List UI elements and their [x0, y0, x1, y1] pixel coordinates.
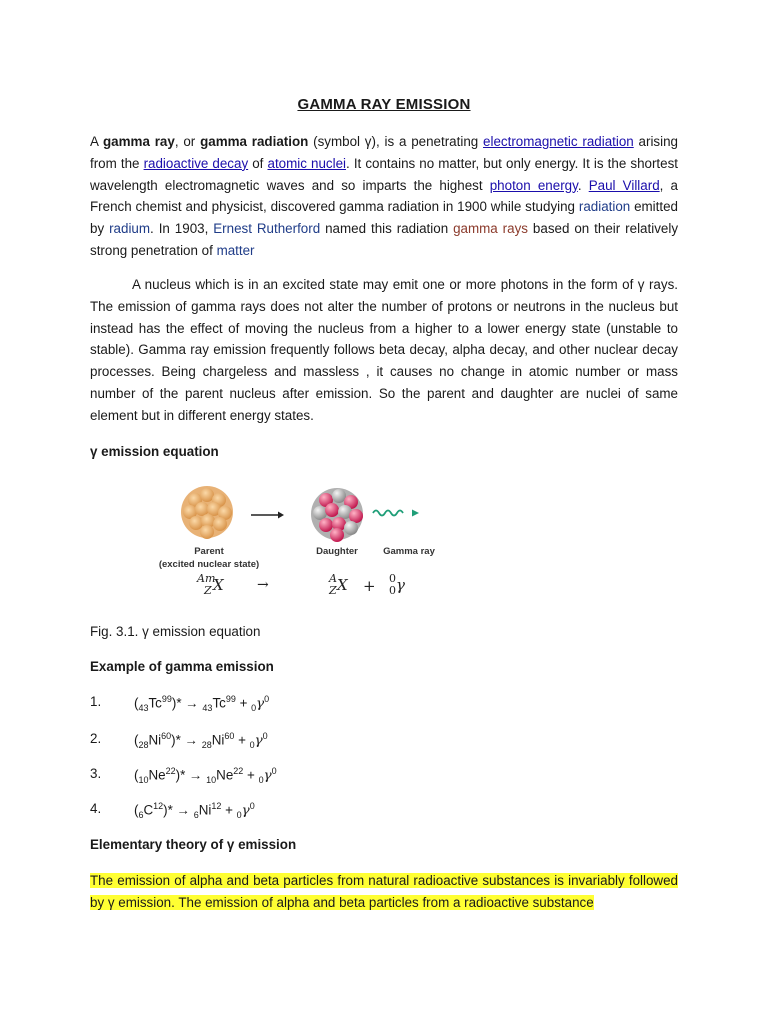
- link-atomic-nuclei[interactable]: atomic nuclei: [267, 155, 347, 171]
- intro-text: named this radiation: [320, 221, 454, 237]
- atomic-number: 6: [193, 810, 199, 821]
- equation-expression: [134, 801, 255, 820]
- arrow: →: [189, 767, 203, 783]
- element-symbol: Ne: [216, 767, 234, 783]
- atomic-number: 28: [138, 740, 149, 751]
- intro-text: . It contains no matter, but only energy. It is the shortest wavelength electromagnetic waves and so imparts the highest: [90, 155, 679, 193]
- intro-text: . In 1903,: [150, 221, 214, 237]
- daughter-nucleus-icon: [311, 488, 363, 542]
- term-ernest-rutherford: Ernest Rutherford: [213, 221, 321, 237]
- arrow: →: [185, 695, 199, 711]
- intro-text: (symbol γ), is a penetrating: [308, 134, 484, 149]
- open-paren: (: [134, 802, 139, 818]
- equation-number: 4.: [90, 801, 102, 816]
- gamma-mass-number: 0: [249, 801, 255, 811]
- figure-caption: Fig. 3.1. γ emission equation: [90, 624, 261, 639]
- parent-notation: [194, 574, 224, 602]
- parent-label: Parent: [194, 546, 224, 557]
- gamma-ray-label: Gamma ray: [383, 546, 435, 557]
- atomic-number: 6: [138, 810, 144, 821]
- gamma-mass-number: 0: [271, 766, 277, 776]
- gamma-emission-figure: [150, 478, 450, 608]
- gamma-atomic-number: 0: [236, 810, 242, 821]
- atomic-number: 10: [138, 775, 149, 786]
- parent-sublabel: (excited nuclear state): [158, 559, 260, 570]
- daughter-label: Daughter: [316, 546, 358, 557]
- parent-nucleus-icon: [181, 486, 233, 539]
- intro-text: of: [248, 155, 268, 171]
- excited-marker: )*: [171, 695, 186, 711]
- element-symbol: Ni: [198, 802, 212, 818]
- term-gamma-radiation: gamma radiation: [200, 134, 309, 149]
- plus-sign: +: [221, 802, 237, 818]
- link-photon-energy[interactable]: photon energy: [489, 177, 578, 193]
- gamma-symbol: γ: [254, 733, 263, 749]
- gamma-atomic-number: 0: [249, 740, 255, 751]
- heading-example: Example of gamma emission: [90, 659, 274, 674]
- parent-atomic-number: Z: [204, 584, 212, 597]
- gamma-wave-icon: [373, 510, 419, 517]
- link-paul-villard[interactable]: Paul Villard: [588, 177, 660, 193]
- term-radium: radium: [109, 221, 151, 237]
- element-symbol: Ni: [211, 732, 225, 748]
- gamma-mass-number: 0: [264, 694, 270, 704]
- daughter-mass-number: A: [329, 572, 337, 585]
- arrow: →: [184, 732, 198, 748]
- parent-mass-number: Am: [197, 572, 216, 585]
- mass-number: 99: [225, 694, 236, 704]
- intro-text: .: [577, 177, 589, 193]
- gamma-notation: [387, 574, 411, 602]
- plus-sign: +: [235, 695, 252, 711]
- element-symbol: Ni: [148, 732, 162, 748]
- element-symbol: C: [143, 802, 154, 818]
- element-symbol: Tc: [212, 695, 226, 711]
- intro-text: A: [90, 134, 103, 149]
- intro-paragraph: [90, 131, 678, 262]
- equation-arrow: →: [257, 577, 269, 593]
- excited-marker: )*: [163, 802, 177, 818]
- gamma-atomic-number: 0: [251, 703, 257, 714]
- equation-plus: +: [363, 577, 376, 595]
- intro-text: based on their relatively strong penetration of: [90, 221, 679, 258]
- gamma-mass-number: 0: [262, 731, 268, 741]
- equation-number: 2.: [90, 731, 102, 746]
- mass-number: 12: [153, 801, 164, 811]
- gamma-symbol: γ: [396, 576, 405, 594]
- highlighted-paragraph: [90, 870, 678, 914]
- atomic-number: 28: [201, 740, 212, 751]
- mass-number: 99: [161, 694, 172, 704]
- plus-sign: +: [234, 732, 250, 748]
- intro-text: , a French chemist and physicist, discovered gamma radiation in 1900 while studying: [90, 177, 678, 215]
- plus-sign: +: [243, 767, 259, 783]
- nucleus-paragraph-text: A nucleus which is in an excited state may emit one or more photons in the form of γ rays. The emission of gamma rays does not alter the number of protons or neutrons in the nucleus but instead has the effect of moving the nucleus from a higher to a lower energy state (unstable to stable). Gamma ray emission frequently follows beta decay, alpha decay, and other nuclear decay processes. Being chargeless and massless , it causes no change in atomic number or mass number of the parent nucleus after emission. So the parent and daughter are nuclei of same element but in different energy states.: [90, 277, 678, 423]
- open-paren: (: [134, 767, 139, 783]
- atomic-number: 43: [138, 703, 149, 714]
- mass-number: 22: [165, 766, 176, 776]
- open-paren: (: [134, 695, 139, 711]
- equation-expression: [134, 694, 269, 713]
- heading-theory: Elementary theory of γ emission: [90, 837, 297, 852]
- heading-emission-equation: γ emission equation: [90, 444, 219, 459]
- excited-marker: )*: [175, 767, 190, 783]
- gamma-mass-number: 0: [389, 572, 396, 585]
- excited-marker: )*: [171, 732, 185, 748]
- gamma-atomic-number: 0: [389, 584, 396, 597]
- term-matter: matter: [216, 242, 255, 258]
- intro-text: , or: [174, 134, 201, 149]
- atomic-number: 43: [202, 703, 213, 714]
- highlighted-text: The emission of alpha and beta particles from natural radioactive substances is invariably followed by γ emission. The emission of alpha and beta particles from a radioactive substance: [90, 873, 678, 910]
- element-symbol: Ne: [148, 767, 166, 783]
- gamma-symbol: γ: [263, 768, 272, 784]
- intro-text: emitted by: [90, 199, 678, 237]
- mass-number: 60: [161, 731, 172, 741]
- gamma-symbol: γ: [241, 803, 250, 819]
- gamma-atomic-number: 0: [258, 775, 264, 786]
- daughter-symbol: X: [337, 576, 348, 594]
- mass-number: 60: [224, 731, 235, 741]
- arrow: →: [176, 802, 190, 818]
- term-radiation: radiation: [578, 199, 631, 215]
- equation-number: 3.: [90, 766, 102, 781]
- page-title: GAMMA RAY EMISSION: [297, 96, 471, 113]
- link-electromagnetic-radiation[interactable]: electromagnetic radiation: [483, 134, 634, 149]
- equation-expression: [134, 731, 268, 750]
- atomic-number: 10: [206, 775, 217, 786]
- equation-number: 1.: [90, 694, 102, 709]
- link-radioactive-decay[interactable]: radioactive decay: [143, 155, 249, 171]
- daughter-atomic-number: Z: [329, 584, 337, 597]
- open-paren: (: [134, 732, 139, 748]
- element-symbol: Tc: [148, 695, 162, 711]
- nucleus-paragraph: [90, 274, 678, 427]
- term-gamma-rays: gamma rays: [453, 221, 528, 237]
- equation-expression: [134, 766, 277, 785]
- gamma-symbol: γ: [256, 696, 265, 712]
- term-gamma-ray: gamma ray: [103, 134, 175, 149]
- parent-symbol: X: [213, 576, 224, 594]
- daughter-notation: [327, 574, 351, 602]
- mass-number: 22: [233, 766, 244, 776]
- right-arrow-icon: [251, 512, 284, 519]
- mass-number: 12: [211, 801, 222, 811]
- intro-text: arising from the: [90, 134, 678, 171]
